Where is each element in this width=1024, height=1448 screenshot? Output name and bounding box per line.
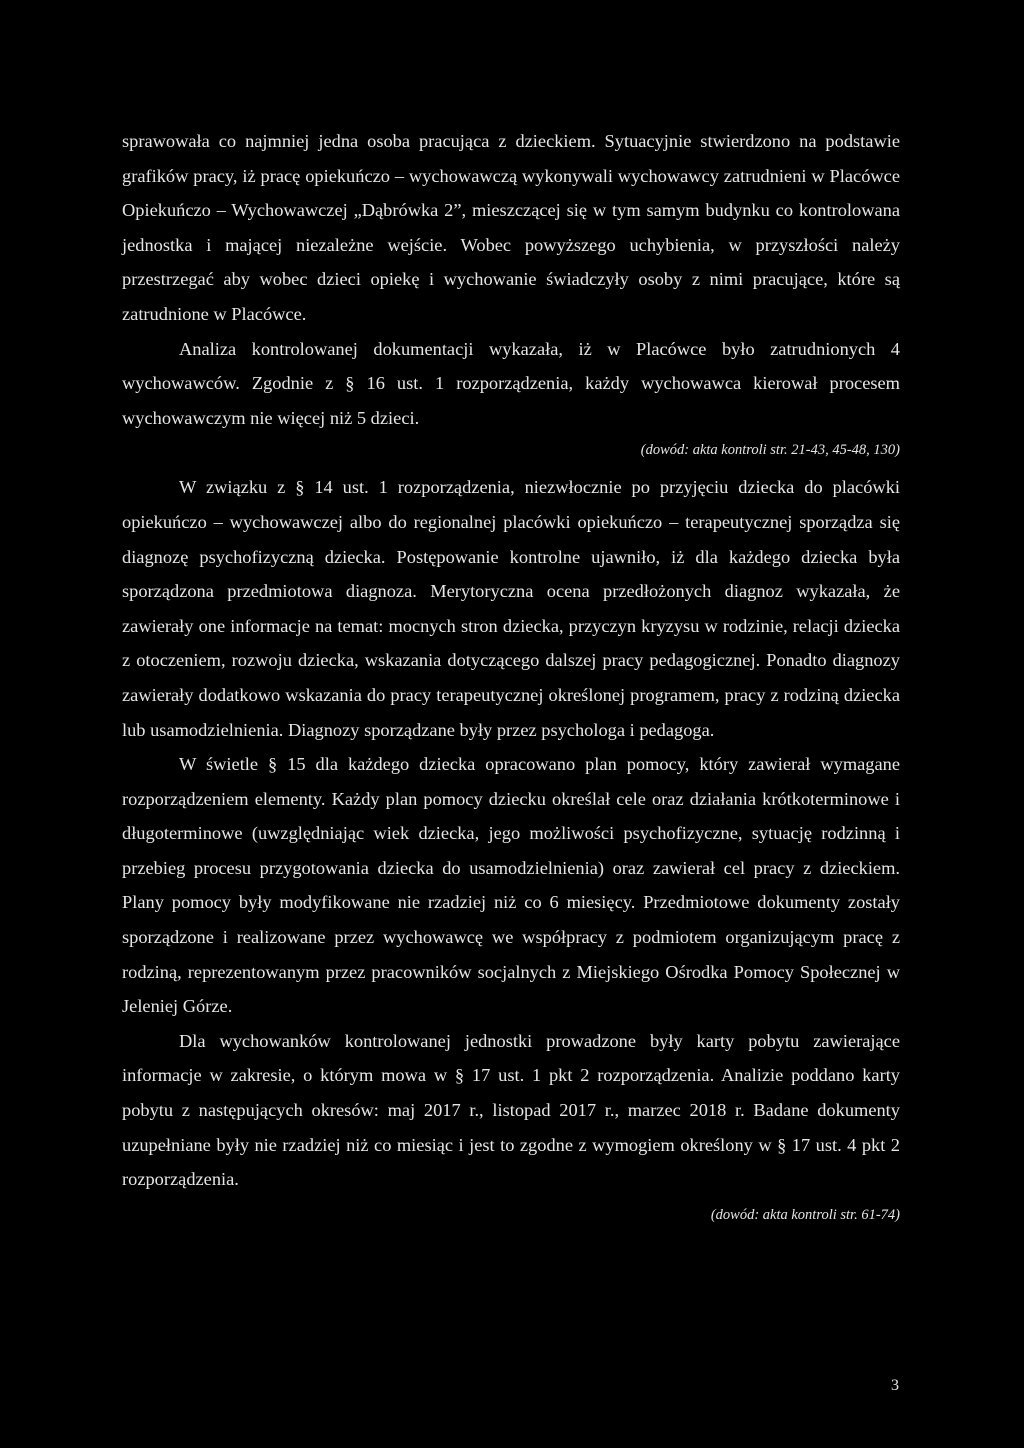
page-number: 3 xyxy=(891,1377,899,1394)
paragraph-1: sprawowała co najmniej jedna osoba pracująca z dzieckiem. Sytuacyjnie stwierdzono na podstawie grafików pracy, iż pracę opiekuńczo – wychowawczą wykonywali wychowawcy zatrudnieni w Placówce Opiekuńczo – Wychowawczej „Dąbrówka 2”, mieszczącej się w tym samym budynku co kontrolowana jednostka i mającej niezależne wejście. Wobec powyższego uchybienia, w przyszłości należy przestrzegać aby wobec dzieci opiekę i wychowanie świadczyły osoby z nimi pracujące, które są zatrudnione w Placówce. xyxy=(122,131,900,324)
paragraph-2: Analiza kontrolowanej dokumentacji wykazała, iż w Placówce było zatrudnionych 4 wychowawców. Zgodnie z § 16 ust. 1 rozporządzenia, każdy wychowawca kierował procesem wychowawczym nie więcej niż 5 dzieci. xyxy=(122,338,900,428)
evidence-note-2: (dowód: akta kontroli str. 61-74) xyxy=(710,1206,900,1223)
paragraph-4: W świetle § 15 dla każdego dziecka opracowano plan pomocy, który zawierał wymagane rozporządzeniem elementy. Każdy plan pomocy dziecku określał cele oraz działania krótkoterminowe i długoterminowe (uwzględniając wiek dziecka, jego możliwości psychofizyczne, sytuację rodzinną i przebieg procesu przygotowania dziecka do usamodzielnienia) oraz zawierał cel pracy z dzieckiem. Plany pomocy były modyfikowane nie rzadziej niż co 6 miesięcy. Przedmiotowe dokumenty zostały sporządzone i realizowane przez wychowawcę we współpracy z podmiotem organizującym pracę z rodziną, reprezentowanym przez pracowników socjalnych z Miejskiego Ośrodka Pomocy Społecznej w Jeleniej Górze. xyxy=(122,754,900,1017)
evidence-note-1: (dowód: akta kontroli str. 21-43, 45-48, 130) xyxy=(640,442,900,459)
document-body xyxy=(122,124,900,1235)
paragraph-5: Dla wychowanków kontrolowanej jednostki prowadzone były karty pobytu zawierające informacje w zakresie, o którym mowa w § 17 ust. 1 pkt 2 rozporządzenia. Analizie poddano karty pobytu z następujących okresów: maj 2017 r., listopad 2017 r., marzec 2018 r. Badane dokumenty uzupełniane były nie rzadziej niż co miesiąc i jest to zgodne z wymogiem określony w § 17 ust. 4 pkt 2 rozporządzenia. xyxy=(122,1030,900,1190)
paragraph-3: W związku z § 14 ust. 1 rozporządzenia, niezwłocznie po przyjęciu dziecka do placówki opiekuńczo – wychowawczej albo do regionalnej placówki opiekuńczo – terapeutycznej sporządza się diagnozę psychofizyczną dziecka. Postępowanie kontrolne ujawniło, iż dla każdego dziecka była sporządzona przedmiotowa diagnoza. Merytoryczna ocena przedłożonych diagnoz wykazała, że zawierały one informacje na temat: mocnych stron dziecka, przyczyn kryzysu w rodzinie, relacji dziecka z otoczeniem, rozwoju dziecka, wskazania dotyczącego dalszej pracy pedagogicznej. Ponadto diagnozy zawierały dodatkowo wskazania do pracy terapeutycznej określonej programem, pracy z rodziną dziecka lub usamodzielnienia. Diagnozy sporządzane były przez psychologa i pedagoga. xyxy=(122,477,900,740)
